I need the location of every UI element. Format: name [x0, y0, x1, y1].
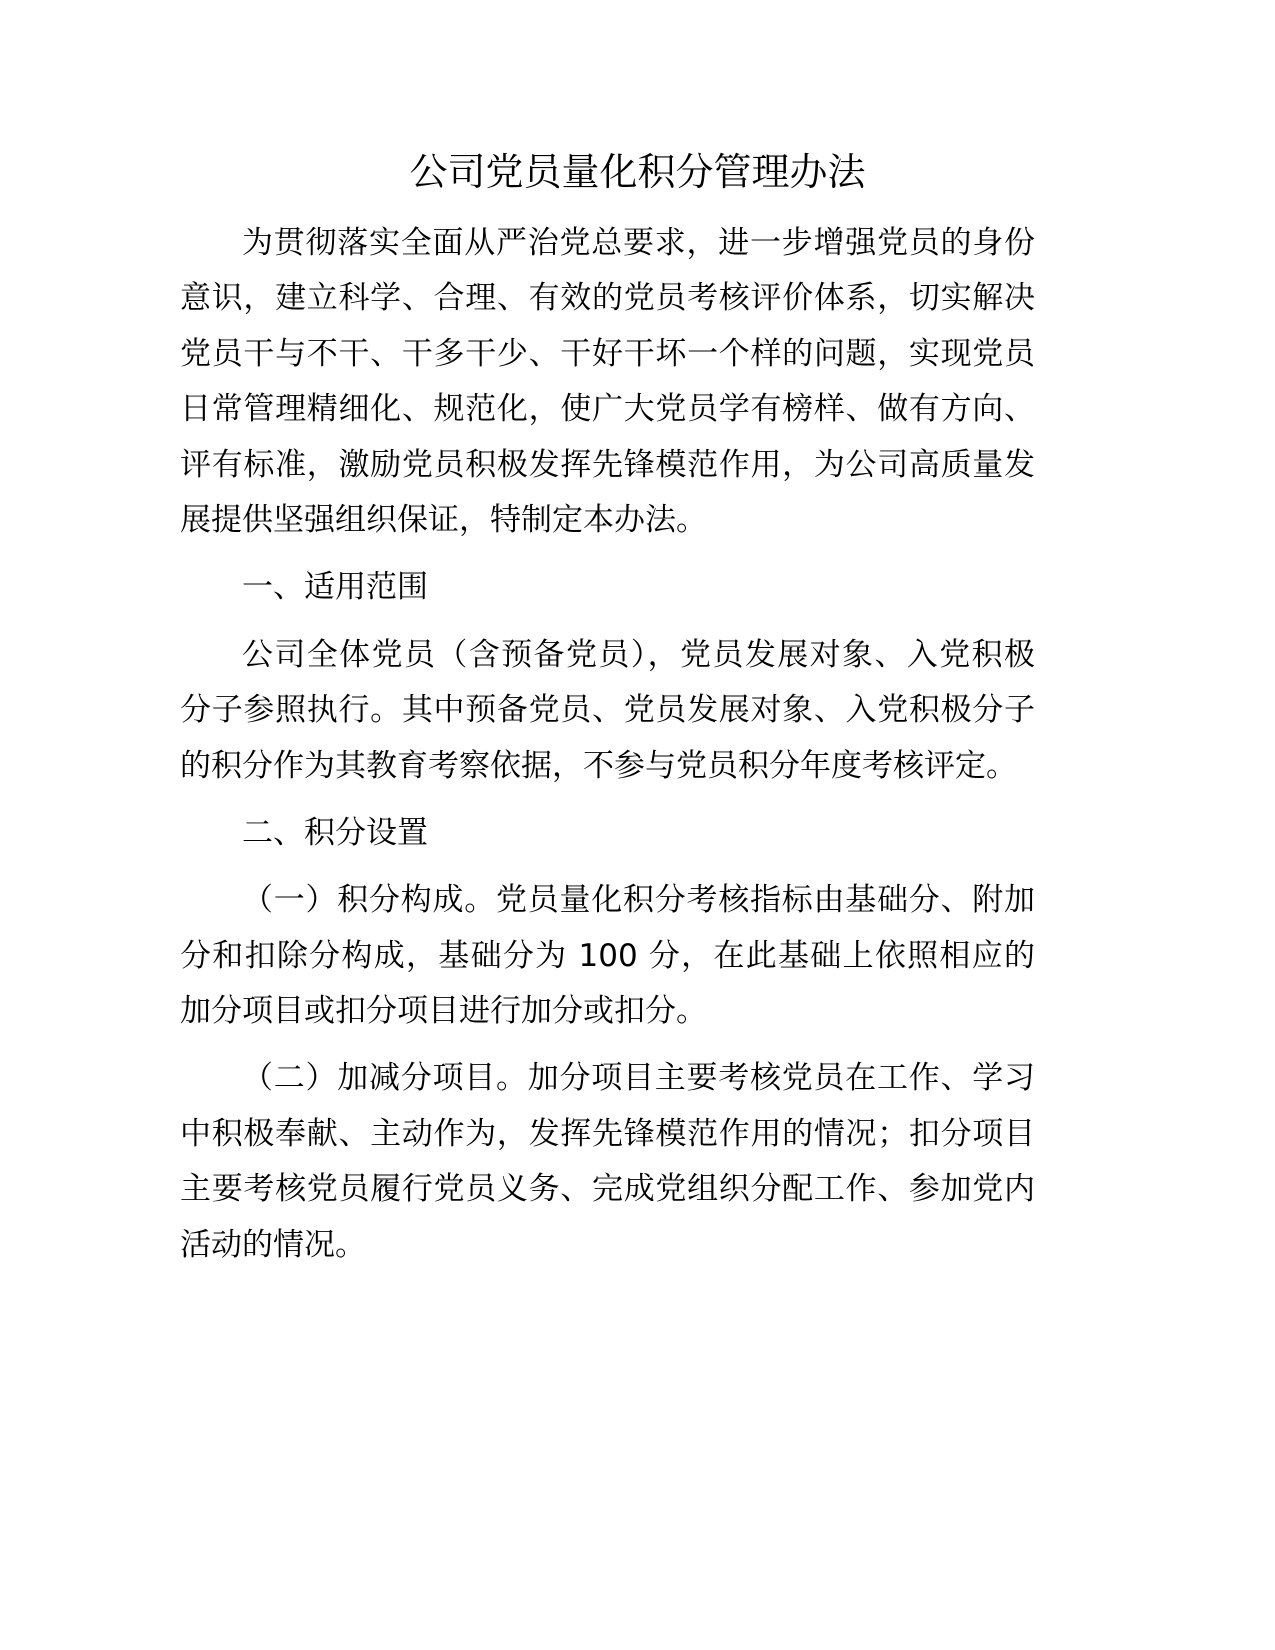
- text-line: （二）加减分项目。加分项目主要考核党员在工作、学习: [242, 1060, 1035, 1097]
- text-line: 展提供坚强组织保证，特制定本办法。: [180, 501, 707, 538]
- text-line: 评有标准，激励党员积极发挥先锋模范作用，为公司高质量发: [180, 446, 1035, 483]
- section-heading-points: [180, 806, 1035, 861]
- text-line: 日常管理精细化、规范化，使广大党员学有榜样、做有方向、: [180, 391, 1035, 428]
- text-line: 为贯彻落实全面从严治党总要求，进一步增强党员的身份: [242, 225, 1035, 261]
- text-line: 加分项目或扣分项目进行加分或扣分。: [180, 993, 707, 1030]
- text-line: 分子参照执行。其中预备党员、党员发展对象、入党积极分子: [180, 692, 1035, 729]
- text-line: 二、积分设置: [242, 814, 428, 851]
- text-line: 公司全体党员（含预备党员），党员发展对象、入党积极: [242, 636, 1035, 673]
- points-composition-paragraph: [180, 873, 1035, 1039]
- document-title: 公司党员量化积分管理办法: [409, 150, 866, 194]
- text-line: 活动的情况。: [180, 1226, 366, 1263]
- text-line: 意识，建立科学、合理、有效的党员考核评价体系，切实解决: [180, 280, 1035, 317]
- text-line: 中积极奉献、主动作为，发挥先锋模范作用的情况；扣分项目: [180, 1115, 1035, 1152]
- text-line: （一）积分构成。党员量化积分考核指标由基础分、附加: [242, 882, 1035, 919]
- intro-paragraph: [180, 216, 1035, 548]
- text-line: 党员干与不干、干多干少、干好干坏一个样的问题，实现党员: [180, 335, 1035, 372]
- points-items-paragraph: [180, 1051, 1035, 1273]
- scope-paragraph: [180, 628, 1035, 794]
- text-line: 一、适用范围: [242, 569, 428, 606]
- text-line: 分和扣除分构成，基础分为 100 分，在此基础上依照相应的: [180, 937, 1035, 974]
- text-line: 的积分作为其教育考察依据，不参与党员积分年度考核评定。: [180, 747, 1017, 784]
- document-body: [180, 216, 1035, 1285]
- section-heading-scope: [180, 560, 1035, 615]
- text-line: 主要考核党员履行党员义务、完成党组织分配工作、参加党内: [180, 1171, 1035, 1208]
